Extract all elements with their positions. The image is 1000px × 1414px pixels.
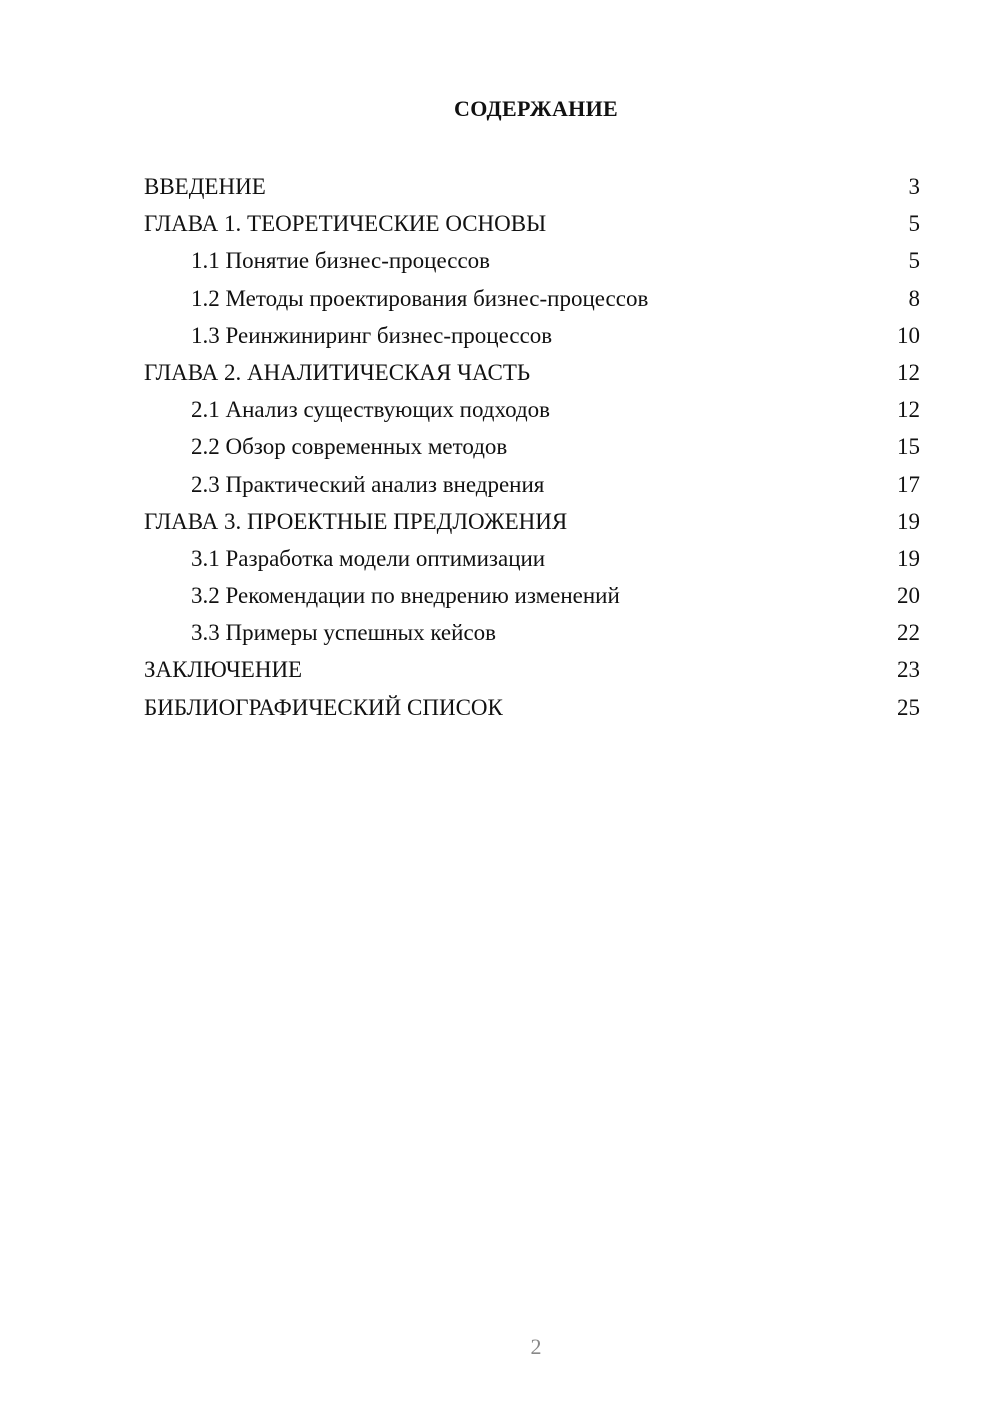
toc-entry-section-3-3[interactable] bbox=[144, 614, 920, 651]
toc-entry-label: 3.2 Рекомендации по внедрению изменений bbox=[191, 583, 620, 609]
toc-entry-label: 3.3 Примеры успешных кейсов bbox=[191, 620, 497, 646]
toc-entry-page: 22 bbox=[897, 620, 920, 646]
toc-entry-page: 25 bbox=[897, 694, 920, 720]
toc-entry-section-2-3[interactable] bbox=[144, 466, 920, 503]
table-of-contents bbox=[144, 168, 920, 726]
toc-entry-label: 1.2 Методы проектирования бизнес-процессов bbox=[191, 285, 649, 311]
toc-entry-conclusion[interactable] bbox=[144, 651, 920, 688]
toc-entry-page: 8 bbox=[908, 285, 920, 311]
toc-entry-page: 19 bbox=[897, 545, 920, 571]
toc-entry-page: 10 bbox=[897, 322, 920, 348]
toc-entry-bibliography[interactable] bbox=[144, 689, 920, 726]
toc-entry-page: 17 bbox=[897, 471, 920, 497]
toc-entry-label: БИБЛИОГРАФИЧЕСКИЙ СПИСОК bbox=[144, 694, 503, 720]
toc-entry-page: 15 bbox=[897, 434, 920, 460]
toc-entry-label: 1.3 Реинжиниринг бизнес-процессов bbox=[191, 322, 553, 348]
toc-entry-page: 12 bbox=[897, 397, 920, 423]
toc-entry-label: ЗАКЛЮЧЕНИЕ bbox=[144, 657, 303, 683]
toc-entry-chapter-1[interactable] bbox=[144, 205, 920, 242]
toc-entry-page: 19 bbox=[897, 508, 920, 534]
toc-entry-page: 23 bbox=[897, 657, 920, 683]
toc-entry-chapter-2[interactable] bbox=[144, 354, 920, 391]
toc-entry-label: ВВЕДЕНИЕ bbox=[144, 174, 266, 199]
toc-entry-section-1-3[interactable] bbox=[144, 317, 920, 354]
toc-entry-introduction[interactable] bbox=[144, 168, 920, 205]
toc-entry-label: 1.1 Понятие бизнес-процессов bbox=[191, 248, 491, 274]
toc-entry-page: 5 bbox=[908, 248, 920, 274]
toc-entry-section-3-1[interactable] bbox=[144, 540, 920, 577]
toc-entry-label: 2.1 Анализ существующих подходов bbox=[191, 397, 551, 423]
toc-entry-label: 2.3 Практический анализ внедрения bbox=[191, 471, 545, 497]
toc-entry-page: 3 bbox=[908, 174, 920, 199]
toc-entry-section-1-2[interactable] bbox=[144, 280, 920, 317]
toc-entry-page: 5 bbox=[908, 211, 920, 237]
toc-entry-label: 2.2 Обзор современных методов bbox=[191, 434, 508, 460]
toc-entry-section-3-2[interactable] bbox=[144, 577, 920, 614]
toc-entry-page: 12 bbox=[897, 359, 920, 385]
page-title: СОДЕРЖАНИЕ bbox=[454, 96, 618, 121]
toc-entry-page: 20 bbox=[897, 583, 920, 609]
toc-entry-chapter-3[interactable] bbox=[144, 503, 920, 540]
toc-entry-label: 3.1 Разработка модели оптимизации bbox=[191, 545, 546, 571]
page-number: 2 bbox=[530, 1334, 542, 1359]
toc-entry-label: ГЛАВА 1. ТЕОРЕТИЧЕСКИЕ ОСНОВЫ bbox=[144, 211, 547, 237]
toc-entry-section-2-2[interactable] bbox=[144, 428, 920, 465]
toc-entry-section-2-1[interactable] bbox=[144, 391, 920, 428]
toc-entry-label: ГЛАВА 3. ПРОЕКТНЫЕ ПРЕДЛОЖЕНИЯ bbox=[144, 508, 568, 534]
toc-entry-section-1-1[interactable] bbox=[144, 242, 920, 279]
toc-entry-label: ГЛАВА 2. АНАЛИТИЧЕСКАЯ ЧАСТЬ bbox=[144, 359, 531, 385]
